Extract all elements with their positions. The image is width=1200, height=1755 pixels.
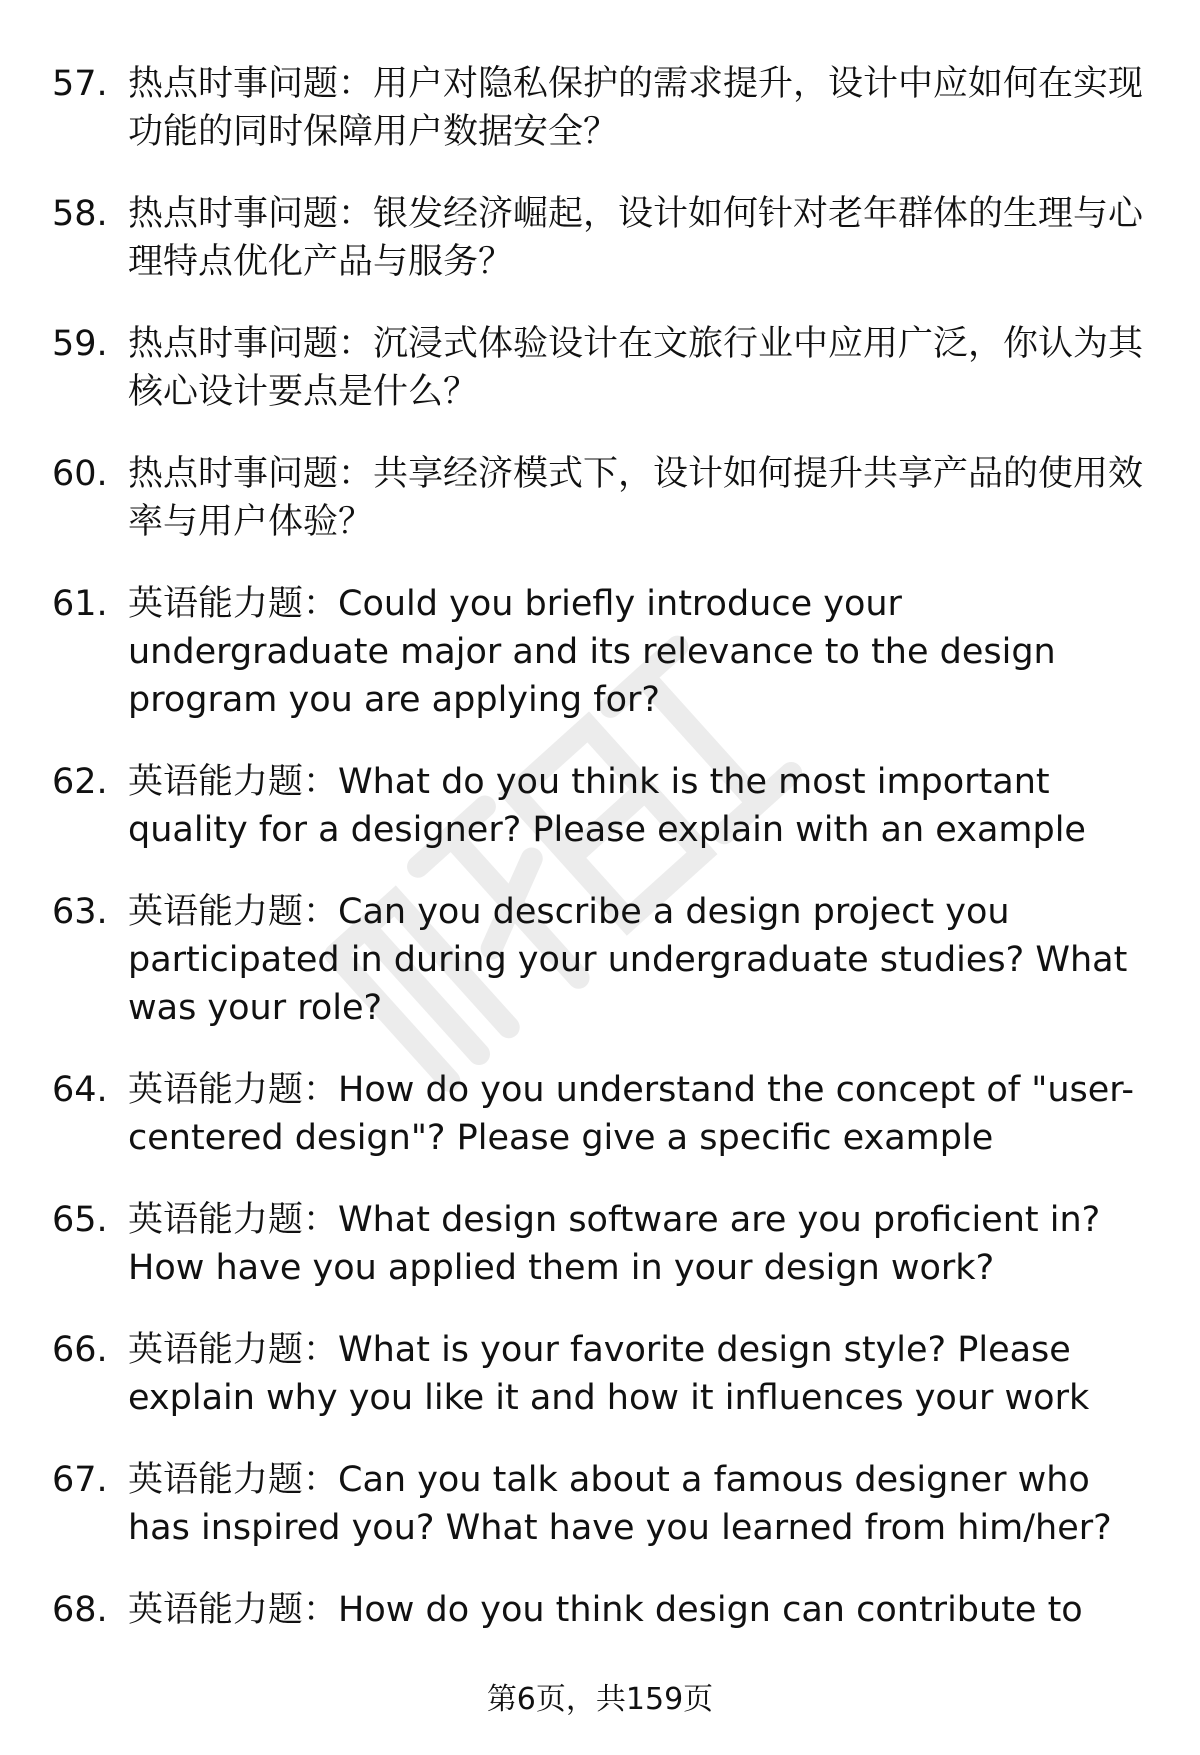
- question-text: 英语能力题：What do you think is the most important quality for a designer? Please explain with an example: [128, 762, 1086, 850]
- question-item: [52, 758, 1162, 854]
- question-text: 英语能力题：How do you think design can contribute to: [128, 1590, 1083, 1630]
- question-text: 英语能力题：What design software are you proficient in? How have you applied them in your design work?: [128, 1200, 1101, 1288]
- question-number: 68.: [52, 1590, 108, 1630]
- question-text: 热点时事问题：用户对隐私保护的需求提升，设计中应如何在实现功能的同时保障用户数据安全？: [128, 64, 1144, 152]
- question-item: [52, 1586, 1162, 1634]
- question-text: 英语能力题：Can you talk about a famous designer who has inspired you? What have you learned from him/her?: [128, 1460, 1112, 1548]
- question-item: [52, 888, 1162, 1032]
- question-number: 58.: [52, 194, 108, 234]
- question-item: [52, 190, 1162, 286]
- question-number: 67.: [52, 1460, 108, 1500]
- page-footer: 第6页，共159页: [486, 1682, 714, 1717]
- question-item: [52, 60, 1162, 156]
- question-item: [52, 1326, 1162, 1422]
- question-number: 63.: [52, 892, 108, 932]
- question-number: 62.: [52, 762, 108, 802]
- question-number: 59.: [52, 324, 108, 364]
- question-item: [52, 580, 1162, 724]
- question-item: [52, 450, 1162, 546]
- question-item: [52, 1196, 1162, 1292]
- question-number: 66.: [52, 1330, 108, 1370]
- question-number: 60.: [52, 454, 108, 494]
- question-text: 英语能力题：What is your favorite design style? Please explain why you like it and how it influences your work: [128, 1330, 1090, 1418]
- question-item: [52, 1066, 1162, 1162]
- question-text: 热点时事问题：银发经济崛起，设计如何针对老年群体的生理与心理特点优化产品与服务？: [128, 194, 1144, 282]
- question-text: 热点时事问题：沉浸式体验设计在文旅行业中应用广泛，你认为其核心设计要点是什么？: [128, 324, 1144, 412]
- question-number: 64.: [52, 1070, 108, 1110]
- question-text: 英语能力题：Can you describe a design project you participated in during your undergraduate studies? What was your role?: [128, 892, 1128, 1028]
- question-number: 61.: [52, 584, 108, 624]
- question-text: 英语能力题：Could you briefly introduce your undergraduate major and its relevance to the design program you are applying for?: [128, 584, 1056, 720]
- question-text: 热点时事问题：共享经济模式下，设计如何提升共享产品的使用效率与用户体验？: [128, 454, 1144, 542]
- question-number: 65.: [52, 1200, 108, 1240]
- question-list: [52, 60, 1162, 1668]
- question-number: 57.: [52, 64, 108, 104]
- question-text: 英语能力题：How do you understand the concept of "user-centered design"? Please give a specific example: [128, 1070, 1135, 1158]
- question-item: [52, 320, 1162, 416]
- question-item: [52, 1456, 1162, 1552]
